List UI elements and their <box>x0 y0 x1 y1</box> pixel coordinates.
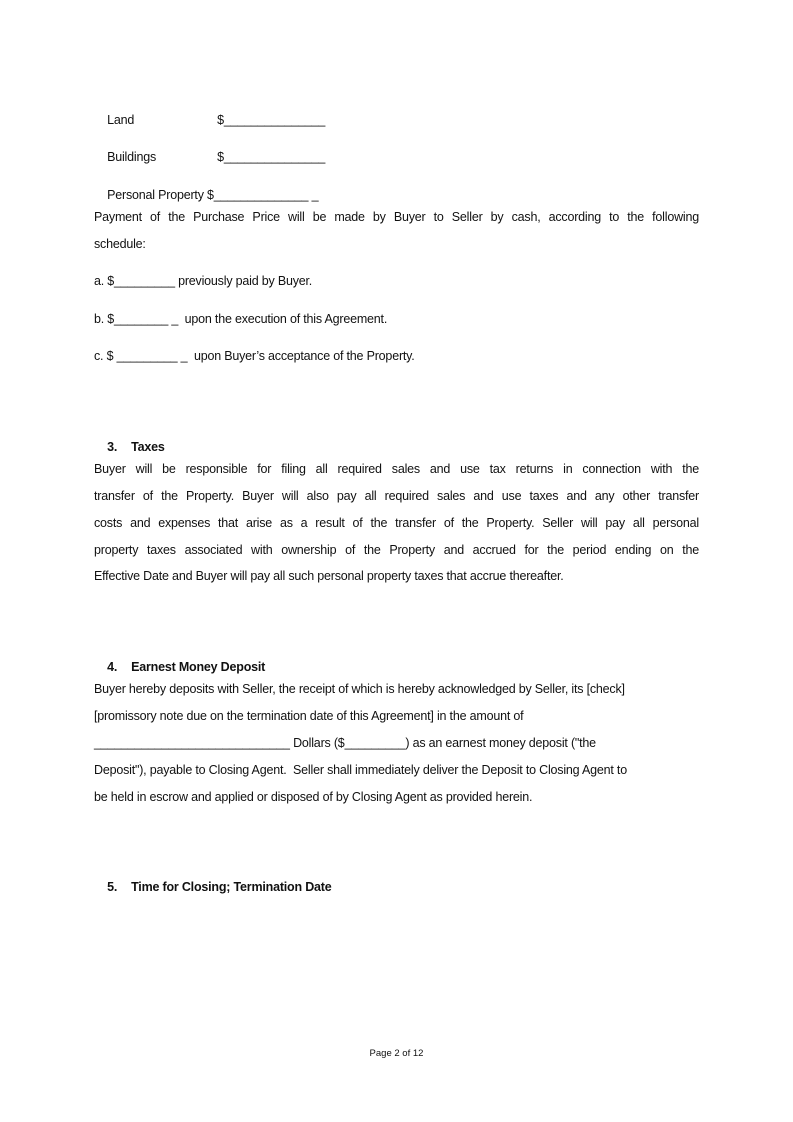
section-4-line-4: Deposit"), payable to Closing Agent. Seller shall immediately deliver the Deposit to Closing Agent to <box>94 763 627 777</box>
personal-property-value: $______________ _ <box>207 188 319 202</box>
buildings-value: $_______________ <box>217 150 326 164</box>
payment-paragraph-line-2: schedule: <box>94 237 146 251</box>
section-3-line-4: property taxes associated with ownership of the Property and accrued for the period ending on the <box>94 543 699 557</box>
payment-item-a: a. $_________ previously paid by Buyer. <box>94 274 313 288</box>
section-4-line-1: Buyer hereby deposits with Seller, the receipt of which is hereby acknowledged by Seller, its [check] <box>94 682 625 696</box>
payment-paragraph-line-1: Payment of the Purchase Price will be made by Buyer to Seller by cash, according to the following <box>94 210 699 224</box>
section-3-title: Taxes <box>131 440 165 454</box>
section-5-title: Time for Closing; Termination Date <box>131 880 332 894</box>
personal-property-label: Personal Property <box>107 188 204 202</box>
land-label: Land <box>107 113 135 127</box>
section-3-line-3: costs and expenses that arise as a result of the transfer of the Property. Seller will pay all personal <box>94 516 699 530</box>
section-3-line-2: transfer of the Property. Buyer will also pay all required sales and use taxes and any other transfer <box>94 489 699 503</box>
land-value: $_______________ <box>217 113 326 127</box>
section-3-line-5: Effective Date and Buyer will pay all such personal property taxes that accrue thereafter. <box>94 569 564 583</box>
section-5-number: 5. <box>107 880 118 894</box>
section-4-line-3: _____________________________ Dollars ($_________) as an earnest money deposit ("the <box>94 736 596 750</box>
section-3-number: 3. <box>107 440 118 454</box>
page-number: Page 2 of 12 <box>369 1048 424 1059</box>
section-4-line-2: [promissory note due on the termination date of this Agreement] in the amount of <box>94 709 524 723</box>
section-3-line-1: Buyer will be responsible for filing all required sales and use tax returns in connection with the <box>94 462 699 476</box>
buildings-label: Buildings <box>107 150 157 164</box>
payment-item-b: b. $________ _ upon the execution of this Agreement. <box>94 312 388 326</box>
section-4-number: 4. <box>107 660 118 674</box>
payment-item-c: c. $ _________ _ upon Buyer’s acceptance of the Property. <box>94 349 415 363</box>
section-4-line-5: be held in escrow and applied or disposed of by Closing Agent as provided herein. <box>94 790 533 804</box>
section-5-heading <box>94 863 332 911</box>
section-4-title: Earnest Money Deposit <box>131 660 266 674</box>
